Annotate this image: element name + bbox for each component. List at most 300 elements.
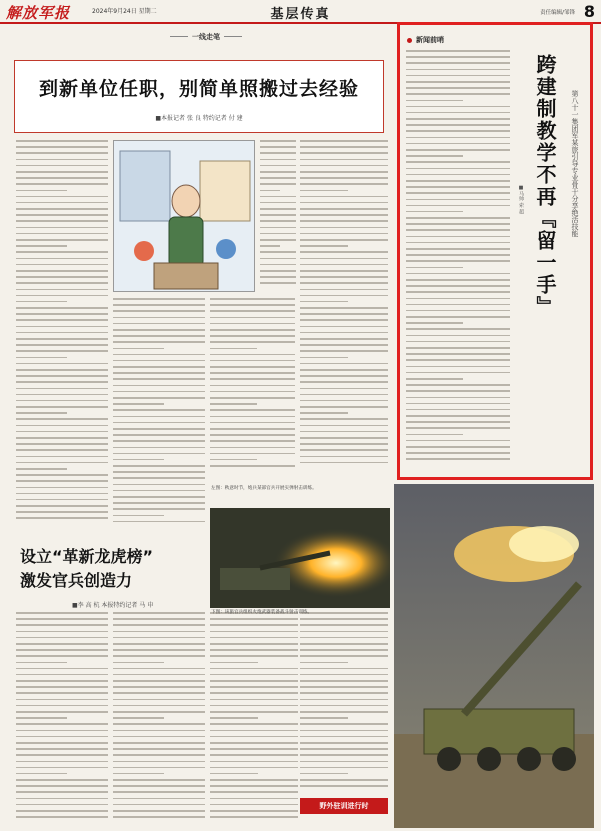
text-line: [406, 335, 510, 337]
article-headline: 到新单位任职，别简单照搬过去经验: [38, 78, 359, 100]
text-line: [300, 258, 388, 260]
text-line: [113, 723, 205, 725]
text-line: [406, 372, 510, 374]
text-line: [406, 397, 510, 399]
text-line: [260, 165, 296, 167]
bottom-body-col-4: [300, 612, 388, 792]
text-line: [16, 363, 108, 365]
text-line: [16, 146, 108, 148]
text-line: [16, 717, 67, 719]
text-line: [260, 202, 296, 204]
text-line: [300, 220, 388, 222]
text-line: [406, 229, 510, 231]
bottom-body-col-2: [113, 612, 205, 824]
text-line: [406, 223, 510, 225]
text-line: [16, 773, 67, 775]
text-line: [300, 388, 388, 390]
text-line: [113, 440, 205, 442]
text-line: [260, 196, 296, 198]
text-line: [406, 93, 510, 95]
featured-subtitle: 第八十一集团军某旅引导专业骨干分享绝活技能: [571, 90, 579, 237]
text-line: [16, 196, 108, 198]
text-line: [16, 742, 108, 744]
text-line: [16, 643, 108, 645]
text-line: [406, 378, 463, 380]
text-line: [210, 317, 295, 319]
text-line: [300, 637, 388, 639]
text-line: [406, 50, 510, 52]
text-line: [210, 773, 258, 775]
text-line: [406, 285, 510, 287]
text-line: [16, 631, 108, 633]
text-line: [16, 394, 108, 396]
text-line: [16, 493, 108, 495]
text-line: [406, 254, 510, 256]
text-line: [210, 816, 298, 818]
text-line: [406, 328, 510, 330]
text-line: [406, 248, 510, 250]
text-line: [300, 761, 388, 763]
text-line: [210, 360, 295, 362]
text-line: [300, 431, 388, 433]
column-tag: 一线走笔: [192, 33, 220, 41]
text-line: [113, 385, 205, 387]
text-line: [210, 422, 295, 424]
text-line: [300, 742, 388, 744]
dateline: 2024年9月24日 星期二: [92, 8, 157, 15]
text-line: [300, 631, 388, 633]
text-line: [300, 449, 388, 451]
text-line: [210, 459, 257, 461]
text-line: [406, 458, 510, 460]
text-line: [406, 415, 510, 417]
text-line: [406, 242, 510, 244]
news-tag: [407, 35, 444, 45]
text-line: [210, 791, 298, 793]
text-line: [16, 375, 108, 377]
text-line: [16, 761, 108, 763]
text-line: [16, 443, 108, 445]
text-line: [406, 452, 510, 454]
text-line: [406, 118, 510, 120]
text-line: [16, 388, 108, 390]
text-line: [300, 332, 388, 334]
text-line: [300, 344, 388, 346]
text-line: [113, 816, 205, 818]
text-line: [113, 496, 205, 498]
text-line: [210, 674, 298, 676]
text-line: [260, 251, 296, 253]
text-line: [300, 202, 388, 204]
text-line: [16, 220, 108, 222]
text-line: [260, 220, 296, 222]
article-byline: ■本报记者 张 良 特约记者 付 建: [155, 115, 243, 122]
text-line: [16, 779, 108, 781]
text-line: [300, 196, 388, 198]
text-line: [300, 276, 388, 278]
text-line: [406, 186, 510, 188]
text-line: [16, 214, 108, 216]
text-line: [300, 705, 388, 707]
text-line: [113, 465, 205, 467]
text-line: [260, 270, 296, 272]
text-line: [406, 236, 510, 238]
text-line: [300, 301, 348, 303]
text-line: [406, 347, 510, 349]
news-tag-label: 新闻前哨: [416, 36, 444, 44]
text-line: [16, 177, 108, 179]
text-line: [406, 106, 510, 108]
text-line: [406, 267, 463, 269]
text-line: [16, 202, 108, 204]
column-banner: 野外驻训进行时: [300, 798, 388, 814]
text-line: [16, 400, 108, 402]
text-line: [16, 251, 108, 253]
text-line: [16, 668, 108, 670]
text-line: [300, 418, 388, 420]
text-line: [406, 341, 510, 343]
text-line: [210, 391, 295, 393]
photo-caption-bottom: 下图：该旅官兵组织火炮武器装备战斗射击训练。: [211, 610, 313, 615]
bottom-body-col-1: [16, 612, 108, 824]
text-line: [300, 655, 388, 657]
text-line: [113, 643, 205, 645]
artillery-fire-photo: [210, 508, 390, 608]
text-line: [300, 730, 388, 732]
text-line: [16, 270, 108, 272]
text-line: [16, 754, 108, 756]
text-line: [406, 161, 510, 163]
text-line: [260, 208, 296, 210]
text-line: [300, 649, 388, 651]
text-line: [406, 260, 510, 262]
cartoon-illustration: [113, 140, 255, 292]
text-line: [300, 400, 388, 402]
text-line: [406, 217, 510, 219]
text-line: [300, 754, 388, 756]
text-line: [260, 214, 296, 216]
text-line: [16, 264, 108, 266]
bottom-byline: ■李 高 杭 本报特约记者 马 申: [72, 602, 154, 609]
text-line: [16, 618, 108, 620]
bottom-headline-line-1: 设立“革新龙虎榜”: [20, 547, 154, 566]
text-line: [16, 425, 108, 427]
text-line: [406, 446, 510, 448]
text-line: [260, 171, 296, 173]
text-line: [406, 149, 510, 151]
text-line: [300, 289, 388, 291]
text-line: [210, 643, 298, 645]
text-line: [113, 329, 205, 331]
text-line: [406, 304, 510, 306]
text-line: [300, 425, 388, 427]
text-line: [406, 155, 463, 157]
text-line: [16, 699, 108, 701]
text-line: [210, 440, 295, 442]
text-line: [16, 350, 108, 352]
text-line: [300, 264, 388, 266]
text-line: [113, 304, 205, 306]
text-line: [210, 736, 298, 738]
text-line: [406, 180, 510, 182]
text-line: [406, 168, 510, 170]
text-line: [113, 521, 205, 523]
text-line: [300, 295, 388, 297]
text-line: [113, 490, 205, 492]
text-line: [113, 459, 164, 461]
text-line: [260, 233, 296, 235]
editor-credit: 责任编辑/邹锋: [540, 10, 575, 16]
bottom-headline-line-2: 激发官兵创造力: [20, 571, 133, 590]
text-line: [16, 295, 108, 297]
text-line: [406, 199, 510, 201]
featured-byline: ■马帅 索 超: [518, 185, 524, 215]
text-line: [210, 348, 257, 350]
text-line: [300, 357, 348, 359]
text-line: [300, 381, 388, 383]
text-line: [16, 798, 108, 800]
text-line: [300, 326, 388, 328]
text-line: [16, 723, 108, 725]
text-line: [16, 140, 108, 142]
text-line: [300, 159, 388, 161]
text-line: [210, 366, 295, 368]
text-line: [113, 397, 205, 399]
text-line: [16, 332, 108, 334]
text-line: [113, 674, 205, 676]
text-line: [210, 779, 298, 781]
text-line: [113, 624, 205, 626]
text-line: [300, 773, 348, 775]
text-line: [210, 717, 258, 719]
text-line: [300, 618, 388, 620]
text-line: [260, 140, 296, 142]
text-line: [113, 779, 205, 781]
text-line: [113, 310, 205, 312]
text-line: [113, 785, 205, 787]
text-line: [113, 810, 205, 812]
text-line: [300, 662, 348, 664]
text-line: [16, 705, 108, 707]
text-line: [406, 427, 510, 429]
text-line: [406, 69, 510, 71]
text-line: [210, 668, 298, 670]
text-line: [406, 384, 510, 386]
text-line: [210, 798, 298, 800]
text-line: [113, 416, 205, 418]
text-line: [210, 465, 295, 467]
text-line: [300, 227, 388, 229]
text-line: [300, 270, 388, 272]
text-line: [16, 258, 108, 260]
text-line: [16, 517, 108, 519]
text-line: [300, 437, 388, 439]
text-line: [16, 190, 67, 192]
text-line: [406, 81, 510, 83]
text-line: [113, 366, 205, 368]
text-line: [210, 624, 298, 626]
text-line: [16, 412, 67, 414]
text-line: [300, 674, 388, 676]
text-line: [300, 369, 388, 371]
text-line: [260, 183, 296, 185]
text-line: [300, 736, 388, 738]
text-line: [113, 736, 205, 738]
text-line: [210, 748, 298, 750]
text-line: [16, 505, 108, 507]
text-line: [16, 381, 108, 383]
text-line: [300, 692, 388, 694]
text-line: [113, 699, 205, 701]
text-line: [406, 409, 510, 411]
text-line: [113, 508, 205, 510]
text-line: [16, 289, 108, 291]
text-line: [300, 624, 388, 626]
text-line: [300, 239, 388, 241]
text-line: [300, 313, 388, 315]
text-line: [113, 637, 205, 639]
text-line: [16, 208, 108, 210]
text-line: [113, 748, 205, 750]
text-line: [16, 344, 108, 346]
text-line: [406, 100, 463, 102]
text-line: [113, 372, 205, 374]
text-line: [16, 686, 108, 688]
text-line: [113, 761, 205, 763]
text-line: [113, 798, 205, 800]
text-line: [16, 468, 67, 470]
text-line: [210, 409, 295, 411]
text-line: [113, 767, 205, 769]
text-line: [16, 711, 108, 713]
text-line: [16, 437, 108, 439]
text-line: [113, 335, 205, 337]
article-body-col-2: [113, 298, 205, 530]
text-line: [210, 723, 298, 725]
text-line: [113, 711, 205, 713]
text-line: [260, 239, 296, 241]
text-line: [210, 323, 295, 325]
text-line: [113, 341, 205, 343]
masthead: [0, 0, 601, 24]
text-line: [113, 804, 205, 806]
text-line: [406, 273, 510, 275]
text-line: [406, 434, 463, 436]
text-line: [406, 174, 510, 176]
newspaper-logo: 解放军报: [6, 4, 71, 22]
text-line: [16, 313, 108, 315]
text-line: [16, 612, 108, 614]
text-line: [300, 282, 388, 284]
text-line: [300, 394, 388, 396]
text-line: [210, 804, 298, 806]
bottom-body-col-3: [210, 612, 298, 824]
section-title: 基层传真: [270, 7, 331, 22]
text-line: [113, 717, 164, 719]
text-line: [113, 655, 205, 657]
text-line: [16, 338, 108, 340]
text-line: [16, 233, 108, 235]
text-line: [406, 130, 510, 132]
text-line: [113, 354, 205, 356]
text-line: [16, 736, 108, 738]
text-line: [300, 779, 388, 781]
text-line: [16, 282, 108, 284]
text-line: [406, 403, 510, 405]
text-line: [300, 165, 388, 167]
text-line: [113, 378, 205, 380]
text-line: [113, 298, 205, 300]
text-line: [210, 304, 295, 306]
text-line: [210, 810, 298, 812]
text-line: [210, 434, 295, 436]
text-line: [406, 192, 510, 194]
text-line: [16, 449, 108, 451]
text-line: [16, 692, 108, 694]
text-line: [113, 680, 205, 682]
text-line: [16, 730, 108, 732]
text-line: [113, 471, 205, 473]
text-line: [406, 112, 510, 114]
text-line: [113, 484, 205, 486]
text-line: [300, 307, 388, 309]
bullet-icon: [407, 38, 412, 43]
text-line: [113, 422, 205, 424]
text-line: [16, 785, 108, 787]
text-line: [260, 146, 296, 148]
text-line: [210, 403, 257, 405]
text-line: [300, 350, 388, 352]
text-line: [16, 674, 108, 676]
article-body-col-1: [16, 140, 108, 530]
text-line: [300, 748, 388, 750]
text-line: [300, 183, 388, 185]
text-line: [210, 372, 295, 374]
text-line: [300, 251, 388, 253]
text-line: [406, 359, 510, 361]
text-line: [406, 291, 510, 293]
text-line: [113, 692, 205, 694]
text-line: [210, 354, 295, 356]
text-line: [406, 322, 463, 324]
text-line: [300, 412, 348, 414]
text-line: [406, 75, 510, 77]
text-line: [16, 418, 108, 420]
text-line: [300, 767, 388, 769]
text-line: [16, 511, 108, 513]
text-line: [16, 239, 108, 241]
text-line: [113, 662, 164, 664]
text-line: [210, 618, 298, 620]
text-line: [300, 214, 388, 216]
text-line: [210, 686, 298, 688]
text-line: [300, 319, 388, 321]
text-line: [113, 730, 205, 732]
text-line: [113, 317, 205, 319]
text-line: [406, 390, 510, 392]
text-line: [210, 761, 298, 763]
text-line: [260, 276, 296, 278]
text-line: [210, 416, 295, 418]
text-line: [16, 183, 108, 185]
text-line: [210, 680, 298, 682]
text-line: [210, 397, 295, 399]
text-line: [16, 791, 108, 793]
text-line: [16, 662, 67, 664]
text-line: [300, 717, 348, 719]
text-line: [406, 137, 510, 139]
text-line: [406, 87, 510, 89]
